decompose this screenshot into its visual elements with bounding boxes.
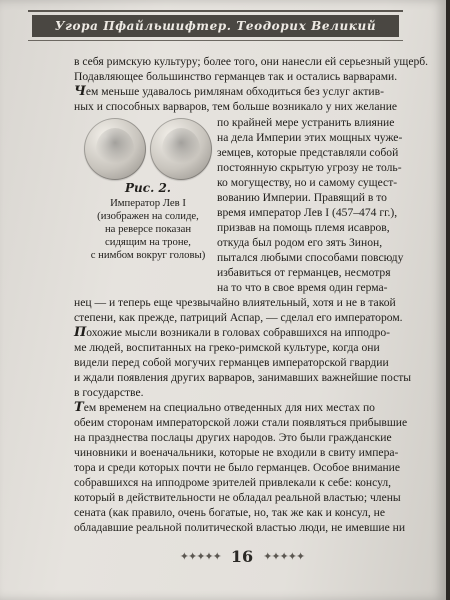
coin-reverse-image [150, 118, 212, 180]
body-line: ко могуществу, но и самому сущест- [217, 176, 398, 189]
caption-line: (изображен на солиде, [97, 210, 199, 223]
body-line: ме людей, воспитанных на греко-римской культуре, когда они [74, 341, 380, 354]
body-line: на дела Империи этих мощных чуже- [217, 131, 403, 144]
body-line: на празднества послацы других народов. Это были гражданские [74, 431, 392, 444]
coin-obverse-image [84, 118, 146, 180]
body-line: тора и среди которых почти не было германцев. Особое внимание [74, 461, 401, 474]
body-line: собравшихся на ипподроме зрителей привлекали к себе: консул, [74, 476, 392, 489]
body-line [74, 325, 390, 340]
body-line: видели перед собой могучих германцев императорской гвардии [74, 356, 389, 369]
body-line: который в действительности не обладал реальной властью; члены [74, 491, 401, 504]
coin-figure [84, 118, 212, 180]
figure-caption [78, 182, 218, 263]
left-ornament: ✦✦✦✦✦ [179, 549, 221, 563]
body-line: время император Лев I (457–474 гг.), [217, 206, 398, 219]
body-line: в себя римскую культуру; более того, они нанесли ей серьезный ущерб. [74, 55, 429, 68]
right-ornament: ✦✦✦✦✦ [263, 549, 305, 563]
body-line-rest: ем меньше удавалось римлянам обходиться без услуг актив- [85, 85, 384, 98]
body-line-rest: ем временем на специально отведенных для них местах по [83, 401, 375, 414]
body-line: откуда был родом его зять Зинон, [217, 236, 383, 249]
drop-cap: Ч [74, 84, 86, 99]
page-footer [142, 545, 342, 567]
body-line [74, 400, 387, 415]
body-line: избавиться от германцев, несмотря [217, 266, 391, 279]
body-line: земцев, которые представляли собой [217, 146, 399, 159]
header-rule-bottom [28, 40, 403, 41]
caption-line: сидящим на троне, [105, 236, 191, 249]
body-line: пытался любыми способами повсюду [217, 251, 404, 264]
body-line: степени, как прежде, патриций Аспар, — сделал его императором. [74, 311, 403, 324]
header-band [32, 15, 399, 37]
header-rule-top [28, 10, 403, 12]
figure-label: Рис. 2. [125, 181, 171, 195]
body-line-rest: охожие мысли возникали в головах собравшихся на ипподро- [86, 326, 390, 339]
body-line: и ждали появления других варваров, занимавших важнейшие посты [74, 371, 412, 384]
body-line: Подавляющее большинство германцев так и остались варварами. [74, 70, 398, 83]
body-line: вованию Империи. Правящий в то [217, 191, 387, 204]
body-line: в государстве. [74, 386, 144, 399]
drop-cap: Т [74, 400, 84, 415]
running-header [28, 10, 403, 48]
caption-line: с нимбом вокруг головы) [90, 249, 206, 262]
body-line: нец — и теперь еще чрезвычайно влиятельный, хотя и не в такой [74, 296, 396, 309]
caption-line: Император Лев I [110, 197, 186, 210]
page-number: 16 [230, 546, 254, 566]
body-line: сената (как правило, очень богатые, но, так же как и консул, не [74, 506, 385, 519]
body-line: призвав на помощь племя исавров, [217, 221, 390, 234]
body-line: чиновники и военачальники, которые не входили в свиту импера- [74, 446, 399, 459]
drop-cap: П [74, 325, 87, 340]
body-line: по крайней мере устранить влияние [217, 116, 395, 129]
caption-line: на реверсе показан [104, 223, 192, 236]
body-line: обладавшие реальной политической властью люди, не имевшие ни [74, 521, 406, 534]
body-line: на то что в свое время один герма- [217, 281, 388, 294]
header-title: Угора Пфайльшифтер. Теодорих Великий [54, 19, 377, 33]
body-line: ных и способных варваров, тем больше возникало у них желание [74, 100, 398, 113]
body-line [74, 84, 387, 99]
body-line: обеим сторонам императорской ложи стали появляться прибывшие [74, 416, 408, 429]
body-line: постоянную скрытую угрозу не толь- [217, 161, 402, 174]
